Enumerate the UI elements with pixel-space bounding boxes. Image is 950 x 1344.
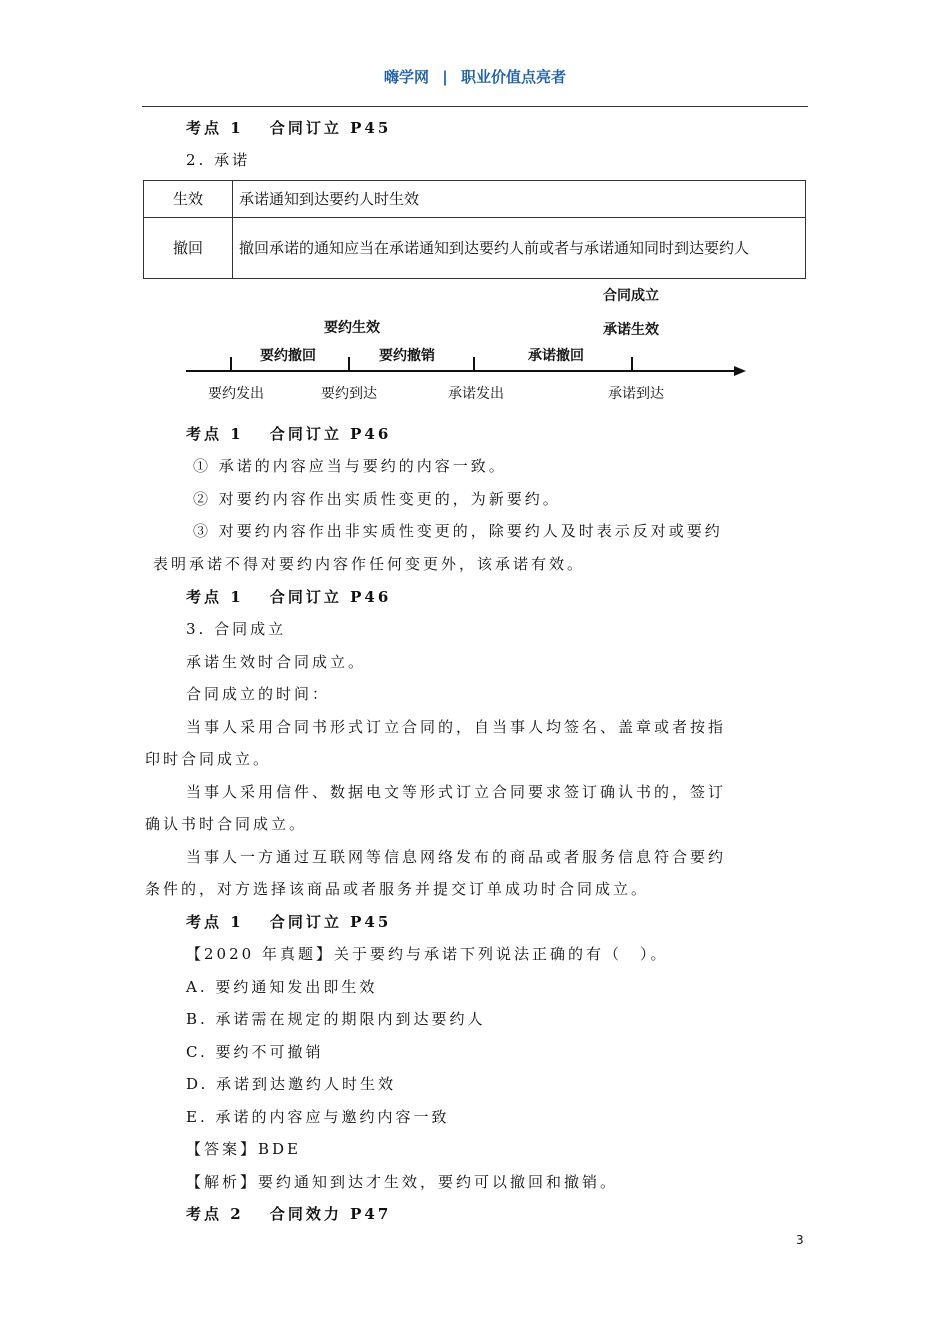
header-separator: | bbox=[442, 68, 448, 86]
section-title-3: 考点 1 合同订立 P46 bbox=[186, 588, 392, 606]
label-offer-effective: 要约生效 bbox=[324, 320, 380, 336]
option-d: D. 承诺到达邀约人时生效 bbox=[186, 1075, 397, 1093]
paragraph-line: 承诺生效时合同成立。 bbox=[186, 653, 367, 671]
option-c: C. 要约不可撤销 bbox=[186, 1043, 324, 1061]
paragraph-line: 3. 合同成立 bbox=[186, 620, 287, 638]
timeline-arrowhead bbox=[734, 366, 746, 376]
label-offer-sent: 要约发出 bbox=[208, 386, 264, 402]
analysis: 【解析】要约通知到达才生效，要约可以撤回和撤销。 bbox=[186, 1173, 619, 1191]
label-offer-withdraw: 要约撤回 bbox=[260, 348, 316, 364]
list-item: 表明承诺不得对要约内容作任何变更外，该承诺有效。 bbox=[153, 555, 586, 573]
paragraph-line: 当事人采用信件、数据电文等形式订立合同要求签订确认书的，签订 bbox=[186, 783, 727, 801]
option-b: B. 承诺需在规定的期限内到达要约人 bbox=[186, 1010, 486, 1028]
paragraph-line: 确认书时合同成立。 bbox=[145, 815, 308, 833]
exam-question: 【2020 年真题】关于要约与承诺下列说法正确的有（ ）。 bbox=[186, 945, 669, 963]
paragraph-line: 条件的，对方选择该商品或者服务并提交订单成功时合同成立。 bbox=[145, 880, 650, 898]
label-offer-arrived: 要约到达 bbox=[321, 386, 377, 402]
label-offer-revoke: 要约撤销 bbox=[379, 348, 435, 364]
list-item: ③ 对要约内容作出非实质性变更的，除要约人及时表示反对或要约 bbox=[193, 522, 723, 540]
paragraph-line: 当事人采用合同书形式订立合同的，自当事人均签名、盖章或者按指 bbox=[186, 718, 727, 736]
label-acceptance-sent: 承诺发出 bbox=[448, 386, 504, 402]
paragraph-line: 当事人一方通过互联网等信息网络发布的商品或者服务信息符合要约 bbox=[186, 848, 727, 866]
label-contract-formed: 合同成立 bbox=[603, 288, 659, 304]
site-slogan: 职业价值点亮者 bbox=[460, 68, 566, 86]
table-value: 撤回承诺的通知应当在承诺通知到达要约人前或者与承诺通知同时到达要约人 bbox=[233, 218, 806, 279]
table-key: 生效 bbox=[144, 181, 233, 218]
subheading-acceptance: 2. 承诺 bbox=[186, 151, 251, 169]
option-a: A. 要约通知发出即生效 bbox=[186, 978, 378, 996]
label-acceptance-withdraw: 承诺撤回 bbox=[528, 348, 584, 364]
list-item: ② 对要约内容作出实质性变更的，为新要约。 bbox=[193, 490, 561, 508]
label-acceptance-arrived: 承诺到达 bbox=[608, 386, 664, 402]
timeline-diagram bbox=[0, 0, 950, 420]
section-title-2: 考点 1 合同订立 P46 bbox=[186, 425, 392, 443]
section-title-1: 考点 1 合同订立 P45 bbox=[186, 119, 392, 137]
table-key: 撤回 bbox=[144, 218, 233, 279]
section-title-5: 考点 2 合同效力 P47 bbox=[186, 1205, 392, 1223]
table-value: 承诺通知到达要约人时生效 bbox=[233, 181, 806, 218]
label-acceptance-effective: 承诺生效 bbox=[603, 322, 659, 338]
paragraph-line: 合同成立的时间： bbox=[186, 685, 331, 703]
list-item: ① 承诺的内容应当与要约的内容一致。 bbox=[193, 457, 507, 475]
page-number: 3 bbox=[796, 1233, 804, 1247]
answer: 【答案】BDE bbox=[186, 1140, 301, 1158]
option-e: E. 承诺的内容应与邀约内容一致 bbox=[186, 1108, 450, 1126]
site-name: 嗨学网 bbox=[384, 68, 430, 86]
paragraph-line: 印时合同成立。 bbox=[145, 750, 272, 768]
section-title-4: 考点 1 合同订立 P45 bbox=[186, 913, 392, 931]
